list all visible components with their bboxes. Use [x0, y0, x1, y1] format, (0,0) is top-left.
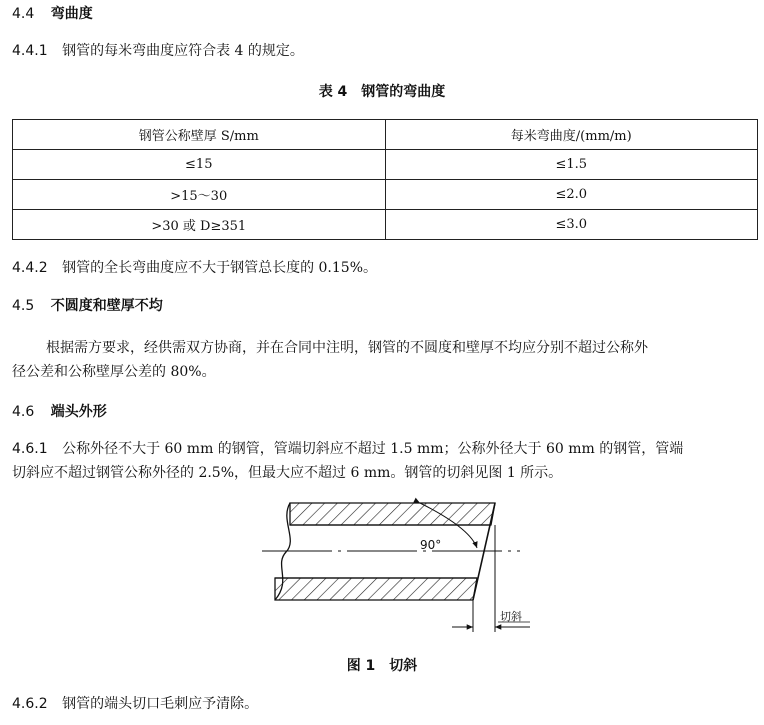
clause-text: 公称外径不大于 60 mm 的钢管，管端切斜应不超过 1.5 mm；公称外径大于 60 mm 的钢管，管端: [62, 441, 684, 457]
table-cell: >30 或 D≥351: [13, 210, 386, 240]
clause-number: 4.4.2: [12, 260, 48, 276]
clause-text: 钢管的每米弯曲度应符合表 4 的规定。: [62, 43, 304, 59]
pipe-top-wall: [290, 503, 495, 525]
clause-text: 钢管的全长弯曲度应不大于钢管总长度的 0.15%。: [62, 260, 378, 276]
section-title: 弯曲度: [50, 6, 93, 22]
clause-number: 4.6.1: [12, 441, 48, 457]
pipe-bottom-wall: [275, 578, 477, 600]
clause-line: 切斜应不超过钢管公称外径的 2.5%，但最大应不超过 6 mm。钢管的切斜见图 1 所示。: [12, 465, 563, 481]
clause-number: 4.4.1: [12, 43, 48, 59]
clause-number: 4.6.2: [12, 696, 48, 712]
table-cell: >15～30: [13, 180, 386, 210]
table-4-caption: 表 4 钢管的弯曲度: [318, 84, 446, 100]
paragraph-line: 径公差和公称壁厚公差的 80%。: [12, 364, 216, 380]
dimension-label: 切斜: [500, 610, 522, 623]
table-cell: ≤15: [13, 150, 386, 180]
table-header-cell: 钢管公称壁厚 S/mm: [13, 120, 386, 150]
paragraph-line: 根据需方要求，经供需双方协商，并在合同中注明，钢管的不圆度和壁厚不均应分别不超过公称外: [46, 340, 648, 356]
section-number: 4.5: [12, 298, 35, 314]
table-cell: ≤3.0: [385, 210, 758, 240]
table-cell: ≤1.5: [385, 150, 758, 180]
figure-1-caption: 图 1 切斜: [346, 658, 418, 674]
table-cell: ≤2.0: [385, 180, 758, 210]
table-header-cell: 每米弯曲度/(mm/m): [385, 120, 758, 150]
section-number: 4.4: [12, 6, 35, 22]
clause-text: 钢管的端头切口毛刺应予清除。: [62, 696, 259, 712]
clause-4-6-2: [12, 694, 258, 714]
section-title: 不圆度和壁厚不均: [50, 298, 163, 314]
section-title: 端头外形: [50, 404, 107, 420]
section-number: 4.6: [12, 404, 35, 420]
angle-label: 90°: [420, 538, 442, 552]
